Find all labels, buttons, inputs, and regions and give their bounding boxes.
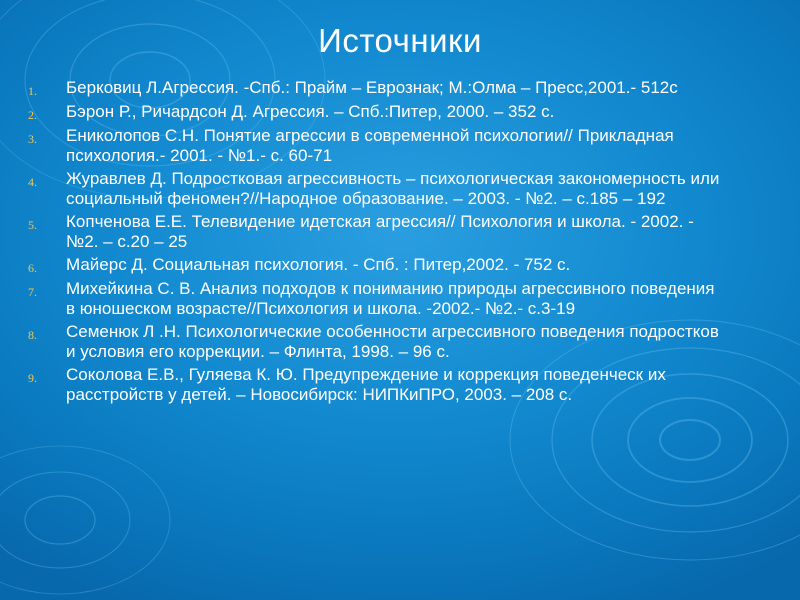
reference-text: Майерс Д. Социальная психология. - Спб. : Питер,2002. - 752 с. <box>66 255 571 274</box>
reference-number: 7. <box>28 285 37 299</box>
reference-text: Семенюк Л .Н. Психологические особенности агрессивного поведения подростков и условия его коррекции. – Флинта, 1998. – 96 с. <box>66 322 719 361</box>
reference-item <box>28 212 728 252</box>
reference-item <box>28 322 728 362</box>
reference-text: Журавлев Д. Подростковая агрессивность – психологическая закономерность или социальный феномен?//Народное образование. – 2003. - №2. – с.185 – 192 <box>66 169 720 208</box>
reference-text: Ениколопов С.Н. Понятие агрессии в современной психологии// Прикладная психология.- 2001. - №1.- с. 60-71 <box>66 126 674 165</box>
reference-item <box>28 279 728 319</box>
reference-item <box>28 78 728 99</box>
reference-text: Копченова Е.Е. Телевидение идетская агрессия// Психология и школа. - 2002. - №2. – с.20 – 25 <box>66 212 694 251</box>
reference-number: 6. <box>28 261 37 275</box>
reference-text: Бэрон Р., Ричардсон Д. Агрессия. – Спб.:Питер, 2000. – 352 с. <box>66 102 555 121</box>
reference-number: 1. <box>28 84 37 98</box>
reference-number: 4. <box>28 175 37 189</box>
reference-item <box>28 169 728 209</box>
reference-text: Берковиц Л.Агрессия. -Спб.: Прайм – Еврознак; М.:Олма – Пресс,2001.- 512с <box>66 78 678 97</box>
reference-number: 8. <box>28 328 37 342</box>
slide-title: Источники <box>318 22 482 59</box>
reference-number: 5. <box>28 218 37 232</box>
reference-item <box>28 126 728 166</box>
reference-number: 2. <box>28 108 37 122</box>
reference-item <box>28 102 728 123</box>
reference-number: 3. <box>28 132 37 146</box>
reference-item <box>28 255 728 276</box>
reference-text: Соколова Е.В., Гуляева К. Ю. Предупреждение и коррекция поведенческ их расстройств у детей. – Новосибирск: НИПКиПРО, 2003. – 208 с. <box>66 365 666 404</box>
reference-list <box>28 78 728 408</box>
reference-text: Михейкина С. В. Анализ подходов к пониманию природы агрессивного поведения в юношеском возрасте//Психология и школа. -2002.- №2.- с.3-19 <box>66 279 715 318</box>
reference-item <box>28 365 728 405</box>
reference-number: 9. <box>28 371 37 385</box>
